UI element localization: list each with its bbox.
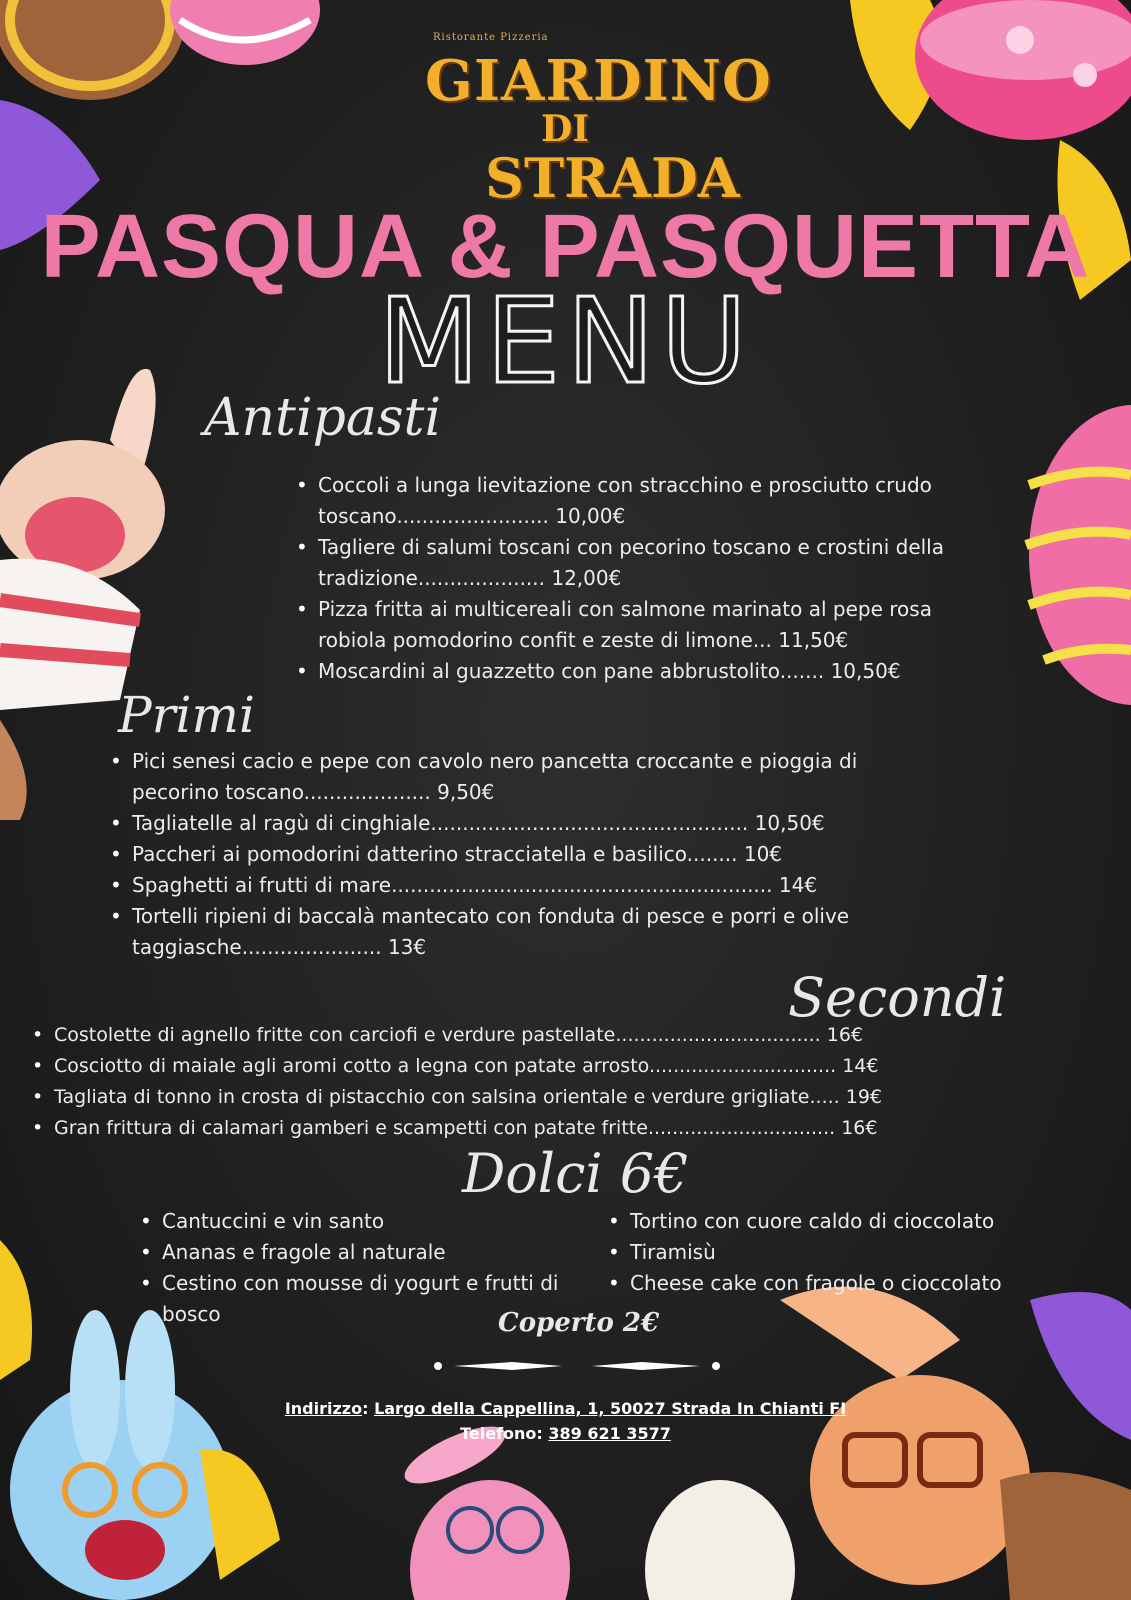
item-name: Pizza fritta ai multicereali con salmone marinato al pepe rosa robiola pomodorino confit e zeste di limone (318, 597, 932, 652)
item-price: 14€ (842, 1055, 879, 1077)
item-name: Tortelli ripieni di baccalà mantecato con fonduta di pesce e porri e olive taggiasche (132, 904, 850, 959)
menu-heading: MENU (377, 272, 753, 410)
phone-label: Telefono: (460, 1424, 543, 1443)
coperto-note: Coperto 2€ (498, 1308, 660, 1338)
antipasti-list (294, 470, 984, 687)
secondi-heading: Secondi (788, 966, 1007, 1029)
list-item: • Tagliatelle al ragù di cinghiale.................................................. 10,50€ (108, 808, 868, 839)
item-price: 11,50€ (778, 628, 849, 652)
item-price: 16€ (841, 1117, 878, 1139)
list-item: • Coccoli a lunga lievitazione con stracchino e prosciutto crudo toscano........................ 10,00€ (294, 470, 984, 532)
decorative-divider (432, 1360, 722, 1372)
list-item: • Spaghetti ai frutti di mare............................................................ 14€ (108, 870, 868, 901)
item-name: Paccheri ai pomodorini datterino stracciatella e basilico (132, 842, 687, 866)
logo-line-1: GIARDINO (425, 48, 772, 114)
list-item: • Paccheri ai pomodorini datterino stracciatella e basilico........ 10€ (108, 839, 868, 870)
logo-subtitle: Ristorante Pizzeria (433, 32, 549, 43)
list-item: • Pizza fritta ai multicereali con salmone marinato al pepe rosa robiola pomodorino confit e zeste di limone... 11,50€ (294, 594, 984, 656)
list-item: • Ananas e fragole al naturale (138, 1237, 598, 1268)
item-name: Gran frittura di calamari gamberi e scampetti con patate fritte (54, 1117, 648, 1139)
item-price: 10€ (743, 842, 783, 866)
logo-line-3: STRADA (485, 146, 740, 210)
phone-line (0, 1421, 1131, 1446)
list-item: • Cestino con mousse di yogurt e frutti di bosco (138, 1268, 598, 1330)
item-name: Cosciotto di maiale agli aromi cotto a legna con patate arrosto (54, 1055, 649, 1077)
logo-line-2: DI (540, 108, 590, 150)
striped-egg-decoration-right (1024, 405, 1131, 715)
item-price: 9,50€ (437, 780, 495, 804)
item-price: 10,00€ (555, 504, 626, 528)
list-item: • Moscardini al guazzetto con pane abbrustolito....... 10,50€ (294, 656, 984, 687)
item-price: 19€ (845, 1086, 882, 1108)
list-item: • Tagliata di tonno in crosta di pistacchio con salsina orientale e verdure grigliate..... 19€ (30, 1082, 1040, 1113)
list-item: • Gran frittura di calamari gamberi e scampetti con patate fritte............................... 16€ (30, 1113, 1040, 1144)
item-price: 14€ (778, 873, 818, 897)
list-item: • Cheese cake con fragole o cioccolato (606, 1268, 1076, 1299)
item-price: 10,50€ (830, 659, 901, 683)
item-name: Tagliere di salumi toscani con pecorino toscano e crostini della tradizione (318, 535, 944, 590)
list-item: • Tortino con cuore caldo di cioccolato (606, 1206, 1076, 1237)
item-name: Tagliatelle al ragù di cinghiale (132, 811, 431, 835)
address-label: Indirizzo (284, 1399, 363, 1418)
item-name: Tagliata di tonno in crosta di pistacchio con salsina orientale e verdure grigliate (54, 1086, 810, 1108)
primi-heading: Primi (118, 686, 255, 744)
list-item: • Tagliere di salumi toscani con pecorino toscano e crostini della tradizione.................... 12,00€ (294, 532, 984, 594)
item-price: 12,00€ (551, 566, 622, 590)
primi-list (108, 746, 868, 963)
list-item: • Cantuccini e vin santo (138, 1206, 598, 1237)
item-price: 13€ (387, 935, 427, 959)
phone-link[interactable]: 389 621 3577 (548, 1424, 671, 1443)
address-line: Indirizzo: Largo della Cappellina, 1, 50027 Strada In Chianti FI (284, 1399, 847, 1418)
list-item: • Tortelli ripieni di baccalà mantecato con fonduta di pesce e porri e olive taggiasche...................... 13€ (108, 901, 868, 963)
item-name: Coccoli a lunga lievitazione con stracchino e prosciutto crudo toscano (318, 473, 932, 528)
list-item: • Cosciotto di maiale agli aromi cotto a legna con patate arrosto............................... 14€ (30, 1051, 1040, 1082)
restaurant-logo (425, 8, 772, 210)
item-name: Spaghetti ai frutti di mare (132, 873, 392, 897)
contact-footer (0, 1396, 1131, 1446)
item-name: Pici senesi cacio e pepe con cavolo nero pancetta croccante e pioggia di pecorino toscano (132, 749, 858, 804)
list-item: • Costolette di agnello fritte con carciofi e verdure pastellate.................................. 16€ (30, 1020, 1040, 1051)
antipasti-heading: Antipasti (204, 388, 442, 448)
dolci-list-right (606, 1206, 1076, 1299)
secondi-list (30, 1020, 1040, 1144)
list-item: • Pici senesi cacio e pepe con cavolo nero pancetta croccante e pioggia di pecorino toscano.................... 9,50€ (108, 746, 868, 808)
address-link[interactable]: Largo della Cappellina, 1, 50027 Strada In Chianti FI (374, 1399, 847, 1418)
item-name: Moscardini al guazzetto con pane abbrustolito (318, 659, 780, 683)
dolci-heading: Dolci 6€ (462, 1142, 689, 1205)
list-item: • Tiramisù (606, 1237, 1076, 1268)
item-price: 16€ (826, 1024, 864, 1046)
item-price: 10,50€ (754, 811, 825, 835)
item-name: Costolette di agnello fritte con carciofi e verdure pastellate (54, 1024, 616, 1046)
page-title: PASQUA & PASQUETTA (40, 197, 1091, 297)
